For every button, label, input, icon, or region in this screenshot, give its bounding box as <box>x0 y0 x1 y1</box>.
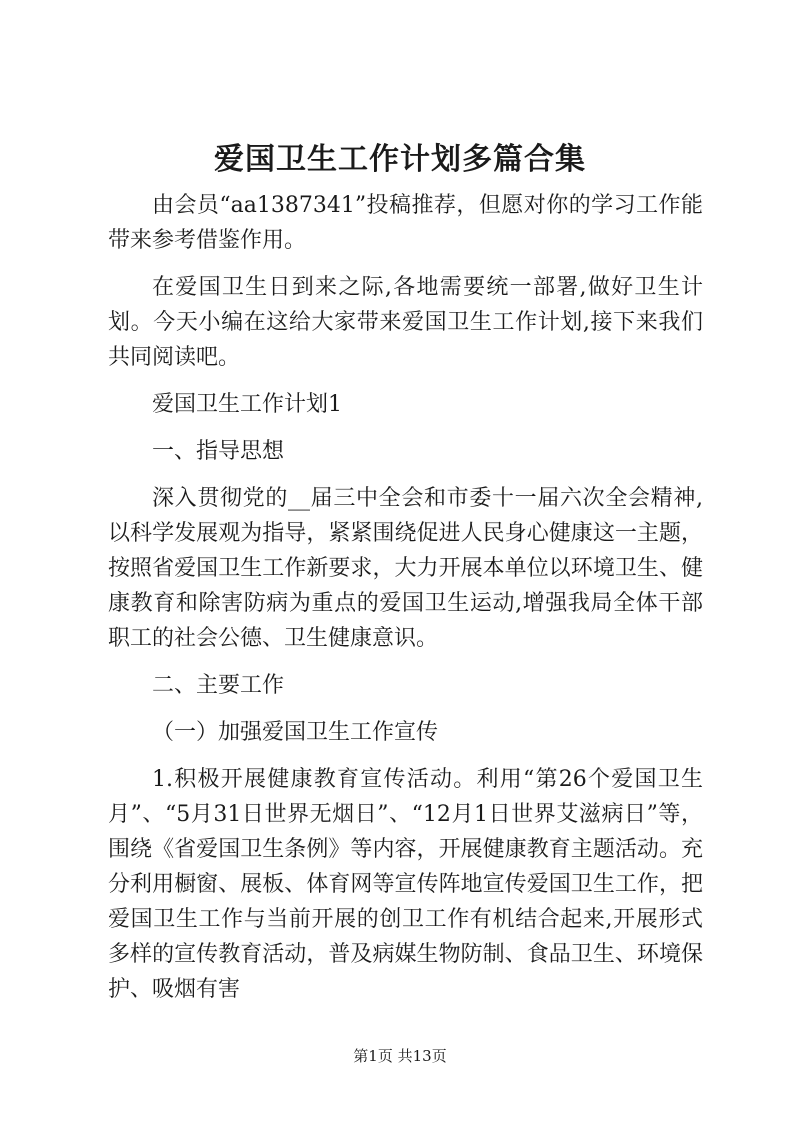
section-heading-plan-1: 爱国卫生工作计划1 <box>152 392 342 417</box>
paragraph-guiding-thought: 深入贯彻党的__届三中全会和市委十一届六次全会精神,以科学发展观为指导，紧紧围绕促进人民身心健康这一主题，按照省爱国卫生工作新要求，大力开展本单位以环境卫生、健康教育和除害防病为重点的爱国卫生运动,增强我局全体干部职工的社会公德、卫生健康意识。 <box>108 486 703 651</box>
page-number-footer: 第1页 共13页 <box>353 1047 447 1065</box>
paragraph-spacer <box>108 656 703 668</box>
paragraph-intro: 由会员“aa1387341”投稿推荐，但愿对你的学习工作能带来参考借鉴作用。 <box>108 193 703 253</box>
paragraph-lead: 在爱国卫生日到来之际,各地需要统一部署,做好卫生计划。今天小编在这给大家带来爱国卫生工作计划,接下来我们共同阅读吧。 <box>108 275 703 370</box>
document-title: 爱国卫生工作计划多篇合集 <box>214 142 586 177</box>
subsection-heading-publicity: （一）加强爱国卫生工作宣传 <box>152 720 439 745</box>
paragraph-spacer <box>108 469 703 481</box>
document-body <box>108 188 703 1007</box>
paragraph-spacer <box>108 422 703 434</box>
paragraph-spacer <box>108 703 703 715</box>
paragraph-spacer <box>108 750 703 762</box>
paragraph-spacer <box>108 375 703 387</box>
section-heading-guiding-thought: 一、指导思想 <box>152 439 285 464</box>
paragraph-health-education: 1.积极开展健康教育宣传活动。利用“第26个爱国卫生月”、“5月31日世界无烟日”、“12月1日世界艾滋病日”等，围绕《省爱国卫生条例》等内容，开展健康教育主题活动。充分利用橱窗、展板、体育网等宣传阵地宣传爱国卫生工作，把爱国卫生工作与当前开展的创卫工作有机结合起来,开展形式多样的宣传教育活动，普及病媒生物防制、食品卫生、环境保护、吸烟有害 <box>108 767 703 1002</box>
section-heading-main-work: 二、主要工作 <box>152 673 285 698</box>
paragraph-spacer <box>108 258 703 270</box>
